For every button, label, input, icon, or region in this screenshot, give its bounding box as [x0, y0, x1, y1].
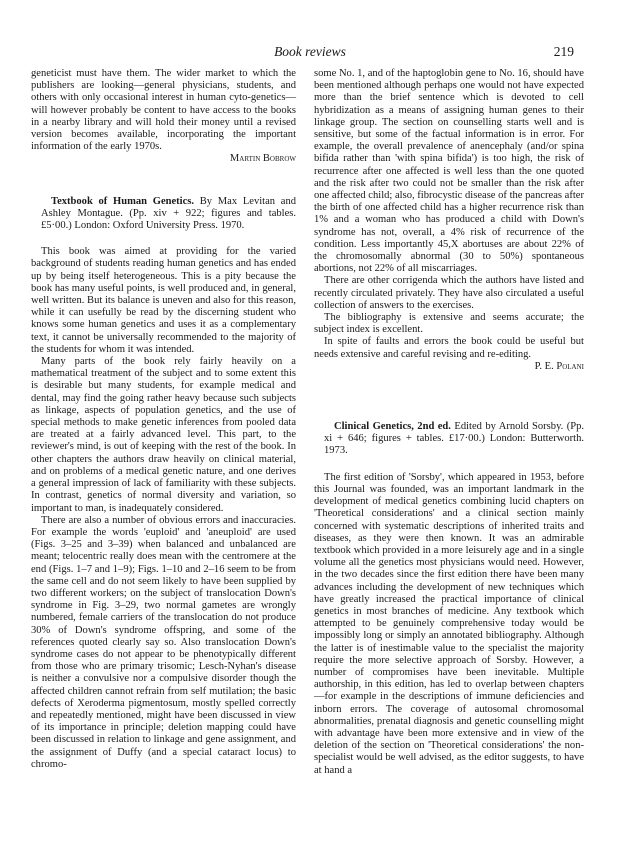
book-title: Clinical Genetics, 2nd ed.: [334, 421, 451, 433]
review-heading: [314, 421, 584, 458]
book-details: Edited by Arnold Sorsby. (Pp. xi + 646; figures + tables. £17·00.) London: Butterworth. 1973.: [324, 421, 585, 457]
book-title: Textbook of Human Genetics.: [51, 195, 195, 207]
review-paragraph: The bibliography is extensive and seems accurate; the subject index is excellent.: [314, 312, 584, 336]
review-heading: [31, 196, 296, 233]
running-title: Book reviews: [274, 44, 346, 59]
previous-review-continuation: geneticist must have them. The wider market to which the publishers are looking—general physicians, students, and others with only occasional interest in human cyto-genetics—will however probably be content to have access to the books in a nearby library and will hold their money until a revised version becomes available, incorporating the important information of the early 1970s.: [31, 68, 296, 153]
book-details: By Max Levitan and Ashley Montague. (Pp. xiv + 922; figures and tables. £5·00.) London: Oxford University Press. 1970.: [41, 195, 296, 232]
reviewer-signature: Martin Bobrow: [229, 153, 296, 165]
right-column: [314, 68, 584, 777]
review-paragraph: some No. 1, and of the haptoglobin gene to No. 16, should have been mentioned although perhaps one would not have expected more than the brief sentence which is devoted to cell hybridization as a means of assigning human genes to their linkage group. The section on counselling starts well and is sensitive, but some of the factual information is in error. For example, the overall prevalence of anencephaly (and/or spina bifida rather than 'with spina bifida') is too high, the risk of recurrence after one affected is well less than the one quoted and the risk after two could not be smaller than the risk after one affected child; also, fibrocystic disease of the pancreas after the birth of one affected child has a higher recurrence risk than 1% and a woman who has produced a child with Down's syndrome has not, overall, a 4% risk of recurrence of the condition. Less importantly 45,X abortuses are about 22% of the chromosomally abnormal (30 to 50%) spontaneous abortions, not 22% of all miscarriages.: [314, 68, 584, 275]
page-header: [0, 44, 620, 60]
review-paragraph: In spite of faults and errors the book could be useful but needs extensive and careful revising and re-editing.: [314, 336, 584, 360]
left-column: [31, 68, 296, 771]
reviewer-signature: P. E. Polani: [534, 360, 584, 372]
review-paragraph: Many parts of the book rely fairly heavily on a mathematical treatment of the subject and to some extent this is desirable but many students, for example medical and dental, may find the going rather heavy because such subjects as linkage, aspects of population genetics, and the use of special methods to make genetic inferences from pooled data are treated at a fairly advanced level. This part, to the reviewer's mind, is out of keeping with the rest of the book. In other chapters the authors draw heavily on clinical material, and on problems of a medical genetic nature, and one derives a general impression of lack of familiarity with these subjects. In contrast, genetics of normal diversity and variation, so important to man, is inadequately considered.: [31, 356, 296, 514]
review-paragraph: The first edition of 'Sorsby', which appeared in 1953, before this Journal was founded, was an important landmark in the development of medical genetics combining lucid chapters on 'Theoretical considerations' and a clinical section mainly concerned with systematic descriptions of inherited traits and diseases, as they were then known. It was an admirable textbook which provided in a more leisurely age and in a single volume all the genetics most physicians would need. However, in the two decades since the first edition there have been many advances including the development of new techniques which have greatly increased the practical importance of clinical genetics in most branches of medicine. Any textbook which attempted to be genuinely comprehensive today would be impossibly long or simply an annotated bibliography. Although the latter is of inestimable value to the specialist the majority require the more selective approach of Sorsby. However, a number of compromises have been inevitable. Multiple authorship, in this edition, has led to overlap between chapters—for example in the descriptions of immune deficiencies and inborn errors. The coverage of autosomal chromosomal abnormalities, prenatal diagnosis and genetic counselling might with advantage have been more extensive and in view of the deletion of the section on 'Theoretical considerations' the non-specialist would be well advised, as the editor suggests, to have at hand a: [314, 471, 584, 776]
review-paragraph: This book was aimed at providing for the varied background of students reading human genetics and has ended up by being itself heterogeneous. This is a pity because the book has many useful points, is well produced and, in general, well written. But its balance is uneven and also for this reason, while it can usefully be read by the discerning student who knows some human genetics and uses it as a complementary text, it cannot be universally recommended to the majority of the students for whom it was intended.: [31, 246, 296, 355]
page-number: 219: [553, 44, 574, 59]
review-paragraph: There are also a number of obvious errors and inaccuracies. For example the words 'euploid' and 'aneuploid' are used (Figs. 3–25 and 3–39) when balanced and unbalanced are meant; telocentric really does mean with the centromere at the end (Figs. 1–7 and 1–9); Figs. 1–10 and 2–16 seem to be from the same cell and do not seem likely to have been supplied by two different workers; on the subject of translocation Down's syndrome in Fig. 3–29, two normal gametes are wrongly numbered, female carriers of the translocation do not produce 30% of Down's syndrome offspring, and some of the references quoted clearly say so. Also translocation Down's syndrome cases do not appear to be phenotypically different from those who are primary trisomic; Lesch-Nyhan's disease is neither a convulsive nor a compulsive disorder though the affected children cannot refrain from self mutilation; the basic defects of Xeroderma pigmentosum, mostly spelled correctly and repeatedly mentioned, might have been discussed in view of its importance in principle; deletion mapping could have been discussed in relation to linkage and gene assignment, and the assignment of Duffy (and a special cataract locus) to chromo-: [31, 514, 296, 770]
review-paragraph: There are other corrigenda which the authors have listed and recently circulated privately. They have also circulated a useful collection of answers to the exercises.: [314, 275, 584, 311]
